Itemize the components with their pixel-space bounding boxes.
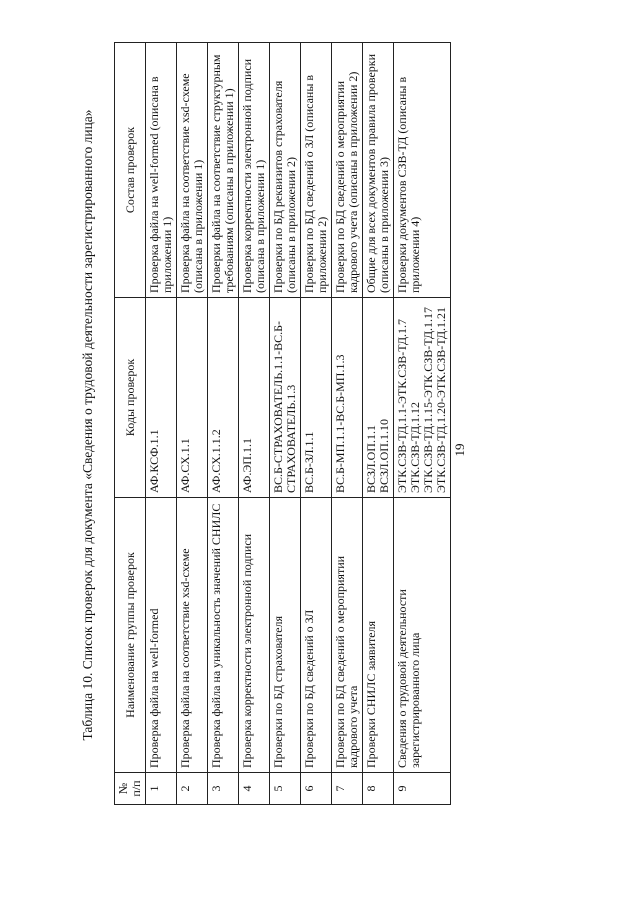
row-composition: Общие для всех документов правила проверки (описаны в приложении 3) bbox=[363, 43, 394, 298]
row-codes bbox=[270, 298, 301, 498]
row-composition: Проверки по БД реквизитов страхователя (описаны в приложении 2) bbox=[270, 43, 301, 298]
row-number: 2 bbox=[177, 773, 208, 805]
row-codes bbox=[394, 298, 451, 498]
row-composition: Проверка корректности электронной подписи (описана в приложении 1) bbox=[239, 43, 270, 298]
row-composition: Проверки по БД сведений о мероприятии кадрового учета (описаны в приложении 2) bbox=[332, 43, 363, 298]
table-row bbox=[146, 43, 177, 805]
row-code: ВС.Б-ЗЛ.1.1 bbox=[302, 431, 316, 493]
row-group-name: Проверка файла на уникальность значений СНИЛС bbox=[208, 498, 239, 773]
row-group-name: Проверки по БД страхователя bbox=[270, 498, 301, 773]
row-group-name: Проверки по БД сведений о мероприятии кадрового учета bbox=[332, 498, 363, 773]
table-row bbox=[394, 43, 451, 805]
table-header-row bbox=[115, 43, 146, 805]
row-codes bbox=[177, 298, 208, 498]
row-group-name: Проверка файла на well-formed bbox=[146, 498, 177, 773]
row-code: ВСЗЛ.ОП.1.1 bbox=[364, 425, 378, 493]
row-group-name: Проверка корректности электронной подписи bbox=[239, 498, 270, 773]
row-codes bbox=[363, 298, 394, 498]
table-row bbox=[239, 43, 270, 805]
table-row bbox=[270, 43, 301, 805]
row-group-name: Проверки по БД сведений о ЗЛ bbox=[301, 498, 332, 773]
row-number: 8 bbox=[363, 773, 394, 805]
checks-table bbox=[114, 42, 451, 805]
row-group-name: Сведения о трудовой деятельности зарегистрированного лица bbox=[394, 498, 451, 773]
row-number: 3 bbox=[208, 773, 239, 805]
row-group-name: Проверка файла на соответствие xsd-схеме bbox=[177, 498, 208, 773]
row-codes bbox=[208, 298, 239, 498]
row-code: АФ.СХ.1.1.2 bbox=[209, 429, 223, 493]
row-code: ЭТК.СЗВ-ТД.1.1-ЭТК.СЗВ-ТД.1.7 bbox=[395, 318, 409, 493]
table-row bbox=[208, 43, 239, 805]
header-number: № п/п bbox=[115, 773, 146, 805]
row-code: АФ.ЭП.1.1 bbox=[240, 438, 254, 493]
row-code: ЭТК.СЗВ-ТД.1.12 bbox=[408, 401, 422, 493]
row-codes bbox=[239, 298, 270, 498]
row-number: 9 bbox=[394, 773, 451, 805]
row-number: 4 bbox=[239, 773, 270, 805]
row-code: АФ.КСФ.1.1 bbox=[147, 429, 161, 493]
page-number: 19 bbox=[452, 443, 467, 457]
row-codes bbox=[301, 298, 332, 498]
row-composition: Проверка файла на well-formed (описана в приложении 1) bbox=[146, 43, 177, 298]
table-row bbox=[177, 43, 208, 805]
row-number: 7 bbox=[332, 773, 363, 805]
table-row bbox=[363, 43, 394, 805]
row-composition: Проверка файла на соответствие xsd-схеме (описана в приложении 1) bbox=[177, 43, 208, 298]
row-number: 6 bbox=[301, 773, 332, 805]
row-code: ЭТК.СЗВ-ТД.1.20-ЭТК.СЗВ-ТД.1.21 bbox=[434, 306, 448, 493]
row-composition: Проверки документов СЗВ-ТД (описаны в приложении 4) bbox=[394, 43, 451, 298]
row-composition: Проверки по БД сведений о ЗЛ (описаны в приложении 2) bbox=[301, 43, 332, 298]
header-group-name: Наименование группы проверок bbox=[115, 498, 146, 773]
row-code: ВС.Б-МП.1.1-ВС.Б-МП.1.3 bbox=[333, 354, 347, 493]
table-row bbox=[301, 43, 332, 805]
row-composition: Проверки файла на соответствие структурным требованиям (описаны в приложении 1) bbox=[208, 43, 239, 298]
row-code: ВС.Б-СТРАХОВАТЕЛЬ.1.1-ВС.Б-СТРАХОВАТЕЛЬ.1.3 bbox=[271, 320, 298, 493]
row-group-name: Проверки СНИЛС заявителя bbox=[363, 498, 394, 773]
table-row bbox=[332, 43, 363, 805]
row-number: 1 bbox=[146, 773, 177, 805]
header-check-codes: Коды проверок bbox=[115, 298, 146, 498]
row-code: АФ.СХ.1.1 bbox=[178, 438, 192, 493]
row-number: 5 bbox=[270, 773, 301, 805]
header-check-composition: Состав проверок bbox=[115, 43, 146, 298]
row-code: ВСЗЛ.ОП.1.10 bbox=[377, 419, 391, 493]
table-title: Таблица 10. Список проверок для документа «Сведения о трудовой деятельности зарегистрированного лица» bbox=[80, 109, 95, 741]
row-codes bbox=[332, 298, 363, 498]
row-codes bbox=[146, 298, 177, 498]
row-code: ЭТК.СЗВ-ТД.1.15-ЭТК.СЗВ-ТД.1.17 bbox=[421, 306, 435, 493]
